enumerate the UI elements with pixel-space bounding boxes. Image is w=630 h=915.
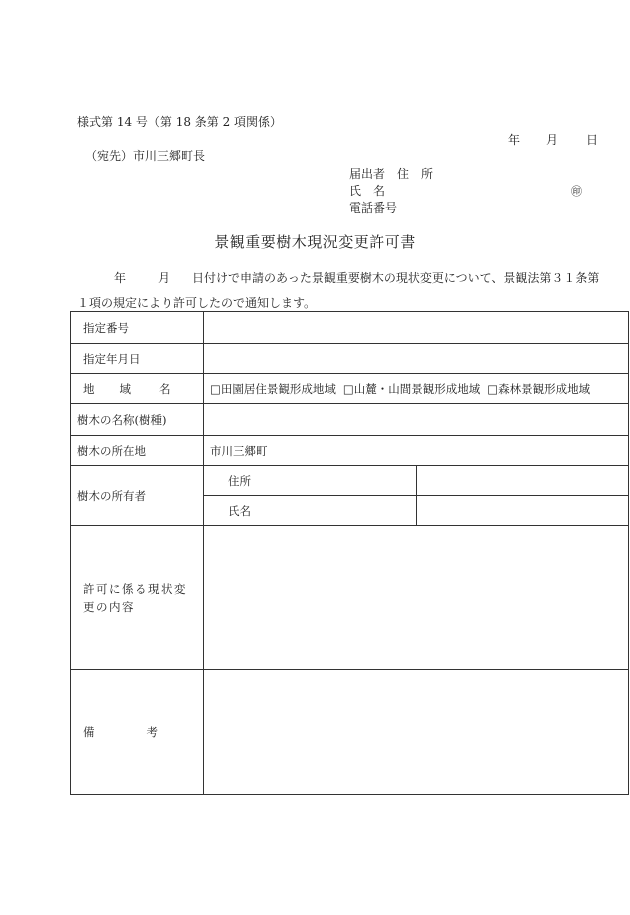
body-year: 年 (114, 271, 127, 285)
designation-number-field[interactable] (204, 312, 629, 344)
table-row (71, 466, 629, 496)
body-month: 月 (158, 271, 171, 285)
remarks-char-1: 備 (83, 725, 95, 739)
date-month: 月 (546, 133, 559, 147)
date-year: 年 (508, 133, 521, 147)
table-row (71, 312, 629, 344)
owner-address-label: 住所 (204, 466, 417, 496)
body-text: 日付けで申請のあった景観重要樹木の現状変更について、景観法第３１条第１項の規定により許可したので通知します。 (77, 271, 600, 310)
owner-address-field[interactable] (416, 466, 629, 496)
notifier-address-label: 届出者 住 所 (349, 167, 434, 181)
tree-name-field[interactable] (204, 404, 629, 436)
remarks-label (71, 670, 204, 795)
owner-name-field[interactable] (416, 496, 629, 526)
table-row (71, 344, 629, 374)
tree-owner-label: 樹木の所有者 (71, 466, 204, 526)
table-row (71, 436, 629, 466)
area-options (204, 374, 629, 404)
table-row (71, 670, 629, 795)
addressee: （宛先）市川三郷町長 (85, 149, 206, 163)
issue-date (508, 134, 598, 146)
owner-name-label: 氏名 (204, 496, 417, 526)
area-name-label (71, 374, 204, 404)
table-row (71, 526, 629, 670)
designation-date-label: 指定年月日 (71, 344, 204, 374)
date-day: 日 (586, 133, 599, 147)
notifier-block (349, 168, 433, 219)
document-title: 景観重要樹木現況変更許可書 (214, 233, 416, 251)
area-label-char-3: 名 (159, 381, 171, 396)
table-row (71, 404, 629, 436)
remarks-char-2: 考 (146, 725, 158, 739)
area-option-forest[interactable]: □森林景観形成地域 (487, 381, 591, 396)
table-row (71, 374, 629, 404)
notifier-phone-label: 電話番号 (349, 201, 398, 215)
remarks-field[interactable] (204, 670, 629, 795)
designation-date-field[interactable] (204, 344, 629, 374)
area-label-char-2: 域 (119, 381, 131, 396)
area-label-char-1: 地 (83, 381, 95, 396)
area-option-mountain[interactable]: □山麓・山間景観形成地域 (342, 381, 481, 396)
seal-mark: ㊞ (571, 185, 582, 198)
area-option-rural[interactable]: □田園居住景観形成地域 (210, 381, 336, 396)
permit-table (70, 311, 629, 795)
tree-location-label: 樹木の所在地 (71, 436, 204, 466)
change-content-label: 許可に係る現状変更の内容 (71, 526, 204, 670)
notice-body (77, 266, 602, 316)
tree-name-label: 樹木の名称(樹種) (71, 404, 204, 436)
form-number: 様式第 14 号（第 18 条第 2 項関係） (77, 115, 283, 129)
notifier-name-label: 氏 名 (349, 184, 386, 198)
change-content-field[interactable] (204, 526, 629, 670)
tree-location-value[interactable]: 市川三郷町 (204, 436, 629, 466)
designation-number-label: 指定番号 (71, 312, 204, 344)
